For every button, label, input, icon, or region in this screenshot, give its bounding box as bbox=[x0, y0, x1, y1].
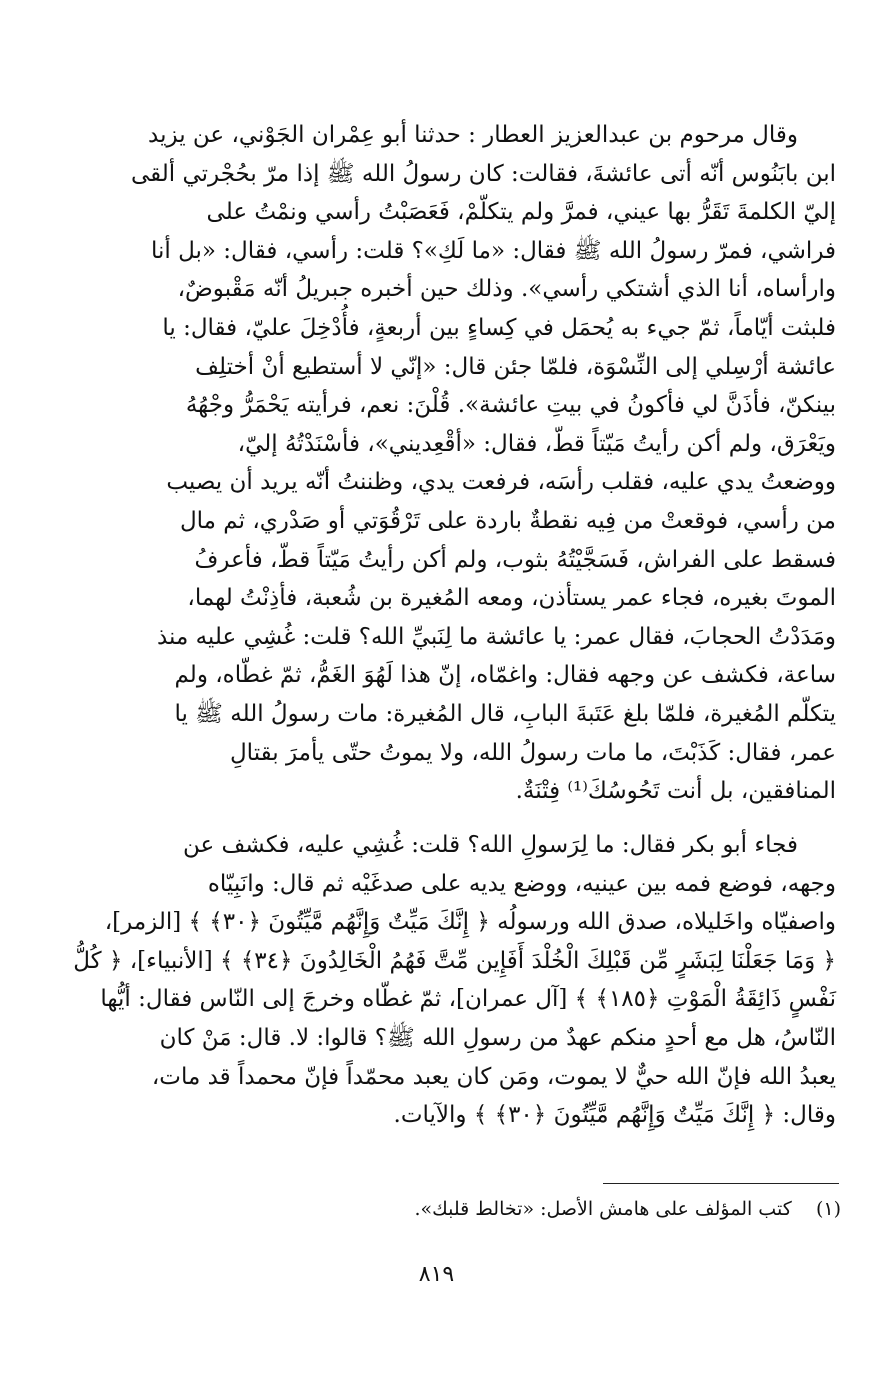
text-line: فلبثت أيّاماً، ثمّ جيء به يُحمَل في كِساءٍ بين أربعةٍ، فأُدْخِلَ عليّ، فقال: يا bbox=[162, 314, 836, 341]
text-line: وقال: ﴿ إِنَّكَ مَيِّتٌ وَإِنَّهُم مَّيِّتُونَ ﴿٣٠﴾ ﴾ والآيات. bbox=[393, 1102, 836, 1129]
text-line: النّاسُ، هل مع أحدٍ منكم عهدٌ من رسولِ الله ﷺ؟ قالوا: لا. قال: مَنْ كان bbox=[159, 1024, 836, 1051]
text-line: واصفيّاه واخَليلاه، صدق الله ورسولُه ﴿ إِنَّكَ مَيِّتٌ وَإِنَّهُم مَّيِّتُونَ ﴿٣٠﴾ ﴾ [الزمر]، bbox=[104, 909, 836, 936]
text-line: إليّ الكلمةَ تَقَرُّ بها عيني، فمرَّ ولم يتكلّمْ، فَعَصَبْتُ رأسي ونمْتُ على bbox=[206, 199, 836, 226]
text-line: وجهه، فوضع فمه بين عينيه، ووضع يديه على صدغَيْه ثم قال: وانَبِيّاه bbox=[207, 870, 836, 897]
text-line: وارأساه، أنا الذي أشتكي رأسي». وذلك حين أخبره جبريلُ أنّه مَقْبوضٌ، bbox=[177, 276, 836, 303]
text-line: من رأسي، فوقعتْ من فِيه نقطةٌ باردة على تَرْقُوَتي أو صَدْري، ثم مال bbox=[179, 507, 836, 534]
text-line: فسقط على الفراش، فَسَجَّيْتُهُ بثوب، ولم أكن رأيتُ مَيّتاً قطّ، فأعرفُ bbox=[194, 546, 836, 573]
text-line: عمر، فقال: كَذَبْتَ، ما مات رسولُ الله، ولا يموتُ حتّى يأمرَ بقتالِ bbox=[229, 739, 836, 766]
text-line: بينكنّ، فأذَنَّ لي فأكونُ في بيتِ عائشة». قُلْنَ: نعم، فرأيته يَحْمَرُّ وجْهُهُ bbox=[185, 392, 836, 419]
text-line: نَفْسٍ ذَائِقَةُ الْمَوْتِ ﴿١٨٥﴾ ﴾ [آل عمران]، ثمّ غطّاه وخرجَ إلى النّاس فقال: أيُّها bbox=[100, 986, 836, 1013]
main-paragraph bbox=[122, 116, 836, 811]
text-line: فجاء أبو بكر فقال: ما لِرَسولِ الله؟ قلت: غُشِي عليه، فكشف عن bbox=[182, 832, 798, 858]
text-line: الموتَ بغيره، فجاء عمر يستأذن، ومعه المُغيرة بن شُعبة، فأذِنْتُ لهما، bbox=[187, 585, 836, 612]
text-line: وقال مرحوم بن عبدالعزيز العطار : حدثنا أبو عِمْران الجَوْني، عن يزيد bbox=[148, 122, 798, 148]
text-line: فراشي، فمرّ رسولُ الله ﷺ فقال: «ما لَكِ»؟ قلت: رأسي، فقال: «بل أنا bbox=[150, 237, 836, 264]
page-number: ٨١٩ bbox=[418, 1262, 455, 1287]
text-line: ومَدَدْتُ الحجابَ، فقال عمر: يا عائشة ما لِنَبيِّ الله؟ قلت: غُشِي عليه منذ bbox=[156, 623, 836, 650]
text-line: ساعة، فكشف عن وجهه فقال: واغمّاه، إنّ هذا لَهُوَ الغَمُّ، ثمّ غطّاه، ولم bbox=[174, 662, 836, 689]
second-paragraph bbox=[73, 826, 836, 1135]
text-line: ﴿ وَمَا جَعَلْنَا لِبَشَرٍ مِّن قَبْلِكَ الْخُلْدَ أَفَإِين مِّتَّ فَهُمُ الْخَالِدُونَ ﴿٣٤﴾ ﴾ [الأنبياء]، ﴿ كُلُّ bbox=[73, 947, 836, 974]
footnote-separator bbox=[603, 1183, 839, 1184]
text-line: ووضعتُ يدي عليه، فقلب رأسَه، فرفعت يدي، وظننتُ أنّه يريد أن يصيب bbox=[166, 469, 836, 496]
text-line: عائشة أرْسِلي إلى النِّسْوَة، فلمّا جئن قال: «إنّي لا أستطيع أنْ أختلِف bbox=[195, 353, 836, 380]
footnote-text: كتب المؤلف على هامش الأصل: «تخالط قلبك». bbox=[414, 1198, 792, 1220]
text-line: ابن بابَنُوس أنّه أتى عائشةَ، فقالت: كان رسولُ الله ﷺ إذا مرّ بحُجْرتي ألقى bbox=[130, 160, 836, 187]
footnote-marker: (١) bbox=[815, 1198, 841, 1220]
text-line: المنافقين، بل أنت تَحُوسُكَ⁽¹⁾ فِتْنَةٌ. bbox=[515, 778, 836, 805]
footnote bbox=[300, 1193, 841, 1225]
text-line: ويَعْرَق، ولم أكن رأيتُ مَيّتاً قطّ، فقال: «أقْعِديني»، فأسْنَدْتُهُ إليّ، bbox=[237, 430, 836, 457]
text-line: يتكلّم المُغيرة، فلمّا بلغ عَتَبةَ البابِ، قال المُغيرة: مات رسولُ الله ﷺ يا bbox=[174, 700, 836, 727]
text-line: يعبدُ الله فإنّ الله حيٌّ لا يموت، ومَن كان يعبد محمّداً فإنّ محمداً قد مات، bbox=[151, 1063, 836, 1090]
